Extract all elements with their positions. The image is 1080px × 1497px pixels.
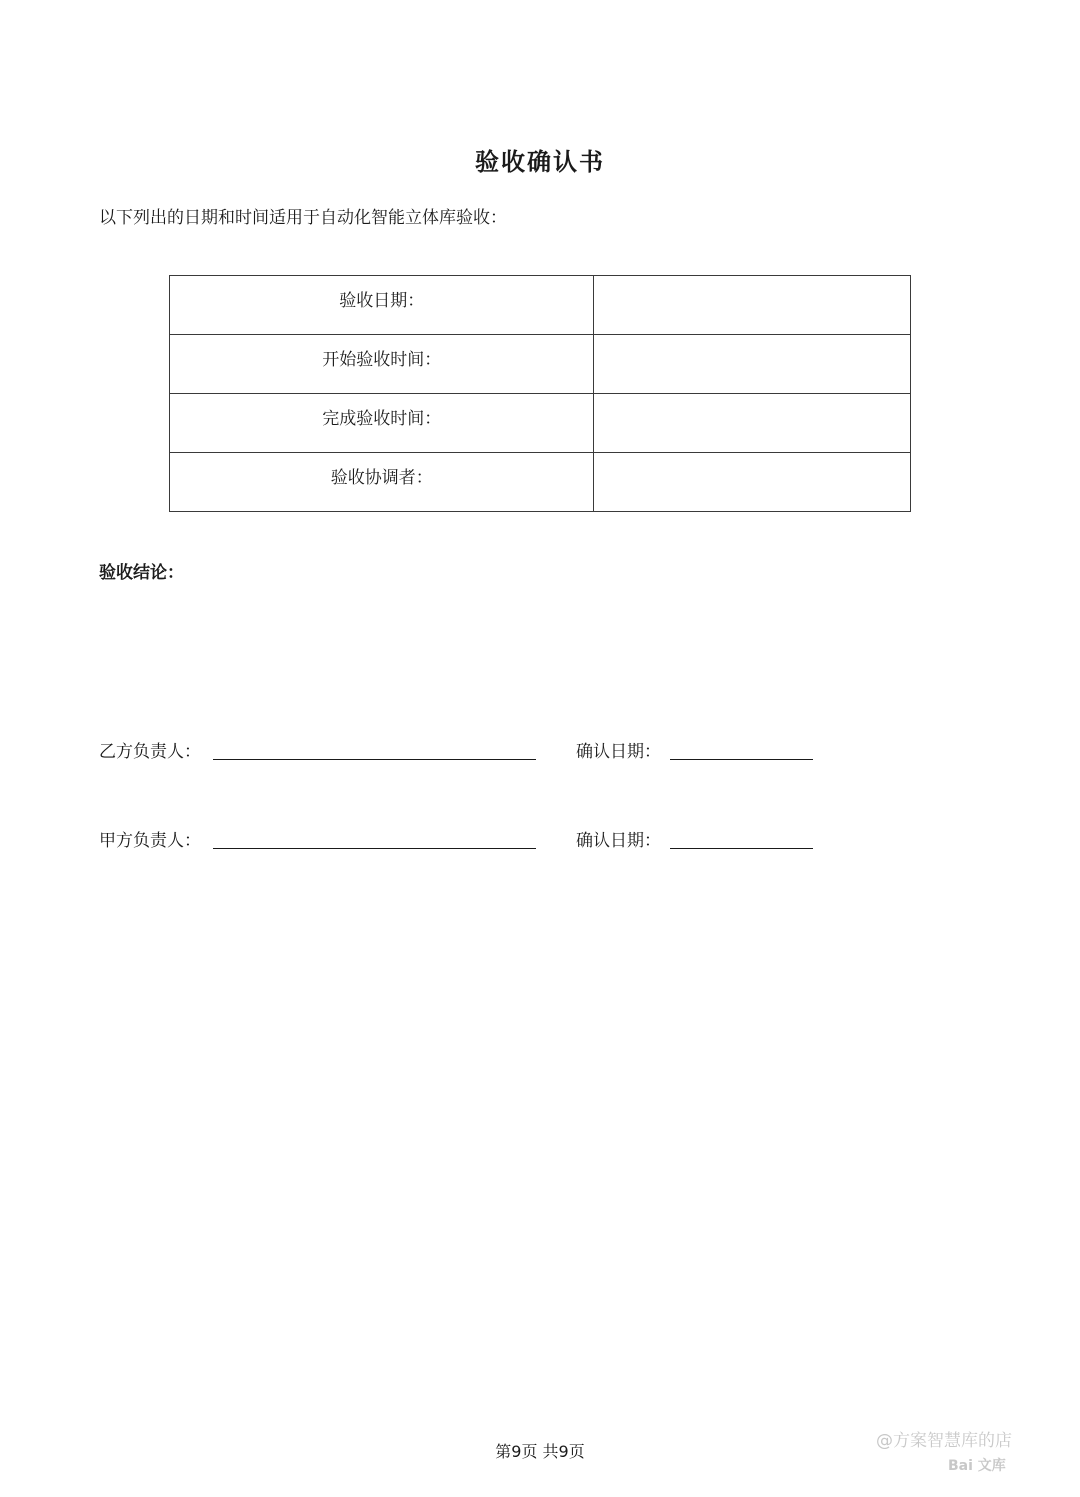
acceptance-table xyxy=(169,275,911,512)
table-row xyxy=(170,335,911,394)
table-row xyxy=(170,276,911,335)
party-b-label: 乙方负责人： xyxy=(99,742,201,762)
intro-text: 以下列出的日期和时间适用于自动化智能立体库验收： xyxy=(99,208,507,228)
row-label-acceptance-date: 验收日期： xyxy=(170,276,594,335)
party-a-date-label: 确认日期： xyxy=(576,831,661,851)
conclusion-label: 验收结论： xyxy=(99,563,184,583)
row-value-coordinator xyxy=(594,453,911,512)
page-footer: 第9页 共9页 xyxy=(495,1442,585,1461)
party-b-signature-line xyxy=(213,759,536,760)
row-value-acceptance-date xyxy=(594,276,911,335)
row-label-coordinator: 验收协调者： xyxy=(170,453,594,512)
document-title: 验收确认书 xyxy=(475,147,605,176)
row-label-start-time: 开始验收时间： xyxy=(170,335,594,394)
baidu-wenku-logo: Bai 文库 xyxy=(948,1458,1006,1474)
row-value-finish-time xyxy=(594,394,911,453)
party-b-date-line xyxy=(670,759,813,760)
table-row xyxy=(170,453,911,512)
row-value-start-time xyxy=(594,335,911,394)
party-b-date-label: 确认日期： xyxy=(576,742,661,762)
watermark-text: @方案智慧库的店 xyxy=(876,1431,1012,1451)
row-label-finish-time: 完成验收时间： xyxy=(170,394,594,453)
table-row xyxy=(170,394,911,453)
party-a-date-line xyxy=(670,848,813,849)
party-a-label: 甲方负责人： xyxy=(99,831,201,851)
party-a-signature-line xyxy=(213,848,536,849)
